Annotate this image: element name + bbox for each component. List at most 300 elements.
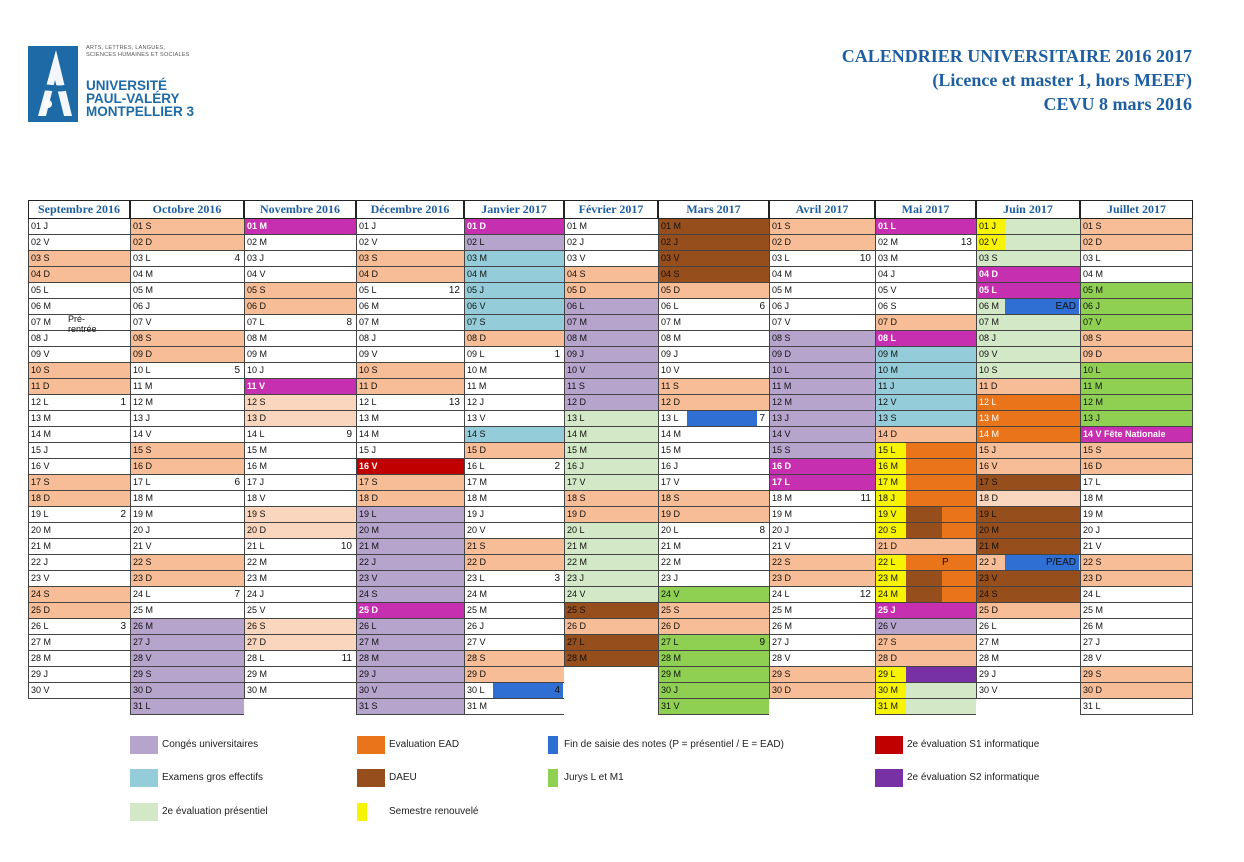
day-label: 11 D [31,381,50,391]
week-number: 1 [554,349,560,360]
day-label: 24 L [133,589,151,599]
day-label: 23 M [247,573,268,583]
day-cell [356,315,464,331]
day-cell [464,571,564,587]
day-label: 21 M [979,541,1000,551]
day-label: 21 S [467,541,486,551]
day-cell [244,331,356,347]
day-label: 06 J [133,301,151,311]
day-label: 18 M [772,493,793,503]
day-label: 11 D [979,381,998,391]
day-label: 11 S [661,381,679,391]
cell-segment [906,459,976,474]
day-label: 11 S [567,381,585,391]
logo-line-1: UNIVERSITÉ [86,78,168,93]
day-cell [28,235,130,251]
day-cell [658,507,769,523]
day-label: 04 J [878,269,896,279]
day-cell [464,491,564,507]
day-label: 03 S [359,253,378,263]
day-label: 15 M [567,445,588,455]
day-label: 16 V [979,461,998,471]
day-label: 06 J [1083,301,1101,311]
day-label: 09 L [467,349,485,359]
day-cell [658,523,769,539]
day-label: 26 M [772,621,793,631]
day-cell [976,475,1080,491]
day-label: 02 L [467,237,485,247]
day-label: 06 L [567,301,585,311]
day-cell [28,491,130,507]
day-cell [130,587,244,603]
day-cell [564,411,658,427]
day-label: 27 J [133,637,151,647]
day-label: 10 S [979,365,998,375]
day-cell [1080,251,1193,267]
month-column[interactable] [769,200,875,695]
day-label: 09 M [878,349,899,359]
week-number: 10 [859,253,871,264]
month-header: Septembre 2016 [28,200,130,219]
day-cell [28,299,130,315]
day-label: 22 J [359,557,377,567]
day-label: 06 M [31,301,52,311]
week-number: 11 [341,653,352,664]
day-cell [244,395,356,411]
day-label: 01 S [133,221,152,231]
day-label: 29 J [359,669,377,679]
day-label: 19 M [1083,509,1104,519]
week-number: 1 [120,397,126,408]
day-cell [130,251,244,267]
day-cell [130,683,244,699]
month-column[interactable] [658,200,769,711]
day-cell [1080,459,1193,475]
day-label: 07 M [359,317,380,327]
legend-label: Congés universitaires [162,739,259,750]
day-label: 05 M [1083,285,1104,295]
day-cell [769,315,875,331]
day-label: 08 M [661,333,682,343]
day-cell [244,267,356,283]
day-cell [769,395,875,411]
day-label: 08 J [979,333,997,343]
day-cell [356,683,464,699]
day-label: 15 J [359,445,377,455]
day-cell [769,667,875,683]
day-cell [564,475,658,491]
day-cell [769,347,875,363]
day-label: 19 M [133,509,154,519]
day-label: 11 D [359,381,378,391]
day-cell [28,411,130,427]
day-cell [356,667,464,683]
day-cell [875,683,976,699]
day-label: 18 M [1083,493,1104,503]
day-cell [1080,411,1193,427]
day-cell [464,667,564,683]
day-cell [244,603,356,619]
day-cell [875,571,976,587]
day-cell [769,539,875,555]
day-label: 23 D [133,573,153,583]
day-cell [244,379,356,395]
day-cell [769,651,875,667]
day-label: 13 M [31,413,52,423]
day-label: 24 S [979,589,998,599]
day-label: 20 M [979,525,1000,535]
day-cell [1080,619,1193,635]
day-label: 17 L [1083,477,1101,487]
day-cell [464,427,564,443]
day-cell [464,619,564,635]
day-label: 14 M [979,429,1000,439]
month-column[interactable] [976,200,1080,695]
day-label: 20 L [567,525,585,535]
day-label: 09 J [567,349,585,359]
day-label: 26 S [247,621,266,631]
day-label: 21 D [878,541,898,551]
day-label: 27 S [878,637,897,647]
day-cell [28,459,130,475]
title-line-1: CALENDRIER UNIVERSITAIRE 2016 2017 [841,46,1192,66]
day-cell [658,299,769,315]
legend-label: Jurys L et M1 [564,772,624,783]
day-label: 24 L [1083,589,1101,599]
day-cell [976,619,1080,635]
day-label: 19 D [661,509,681,519]
day-label: 02 M [247,237,268,247]
day-cell [976,507,1080,523]
day-label: 24 S [31,589,50,599]
month-column[interactable] [464,200,564,711]
day-cell [1080,379,1193,395]
day-label: 14 M [567,429,588,439]
day-cell [244,555,356,571]
week-number: 8 [346,317,352,328]
day-label: 07 S [467,317,486,327]
day-cell [1080,283,1193,299]
week-number: 13 [960,237,972,248]
day-label: 10 V [661,365,680,375]
week-number: 2 [554,461,560,472]
day-cell [564,267,658,283]
week-number: 6 [759,301,765,312]
legend-swatch [357,803,367,821]
day-cell [1080,331,1193,347]
week-number: 4 [554,685,560,696]
day-label: 28 M [567,653,588,663]
day-label: 01 S [772,221,791,231]
day-label: 10 L [133,365,151,375]
day-label: 16 M [247,461,268,471]
day-label: 21 V [133,541,152,551]
month-column[interactable] [244,200,356,695]
day-cell [130,667,244,683]
day-label: 01 J [359,221,377,231]
day-label: 20 V [467,525,486,535]
day-cell [564,603,658,619]
day-label: 25 M [772,605,793,615]
month-column[interactable] [1080,200,1193,711]
day-label: 18 D [31,493,51,503]
day-label: 05 J [467,285,485,295]
day-cell [356,363,464,379]
day-cell [976,363,1080,379]
day-label: 28 V [772,653,791,663]
day-label: 18 V [247,493,266,503]
day-label: 18 S [567,493,586,503]
day-cell [244,491,356,507]
cell-segment [906,667,976,682]
day-label: 24 M [878,589,899,599]
cell-segment [942,587,976,602]
day-label: 23 V [979,573,998,583]
day-cell [244,635,356,651]
day-label: 22 J [979,557,997,567]
day-cell [658,699,769,715]
cell-segment [942,507,976,522]
day-label: 27 L [661,637,679,647]
week-number: 11 [860,493,871,504]
day-cell [769,283,875,299]
legend-label: Evaluation EAD [389,739,460,750]
day-label: 28 V [133,653,152,663]
day-cell [564,443,658,459]
day-label: 13 L [567,413,585,423]
day-cell [244,539,356,555]
day-label: 22 L [878,557,896,567]
day-cell [464,651,564,667]
day-label: 15 D [467,445,487,455]
day-label: 22 J [31,557,49,567]
legend-swatch [130,769,158,787]
month-column[interactable] [875,200,976,711]
day-label: 23 M [878,573,899,583]
logo-mark-icon [28,46,78,122]
day-cell [658,667,769,683]
day-cell [130,363,244,379]
day-cell [1080,683,1193,699]
day-cell [976,315,1080,331]
day-label: 03 M [878,253,899,263]
legend-swatch [357,769,385,787]
day-cell [976,491,1080,507]
month-column[interactable] [356,200,464,711]
day-cell [976,219,1080,235]
day-cell [769,251,875,267]
day-label: 18 D [979,493,999,503]
month-column[interactable] [564,200,658,663]
day-label: 22 M [661,557,682,567]
day-cell [976,683,1080,699]
day-cell [28,507,130,523]
day-label: 31 S [359,701,378,711]
day-cell [875,555,976,571]
day-label: 24 L [772,589,790,599]
day-cell [564,331,658,347]
day-cell [564,427,658,443]
day-cell [356,411,464,427]
day-cell [1080,315,1193,331]
day-cell [464,539,564,555]
day-cell [976,571,1080,587]
day-cell [130,459,244,475]
day-label: 27 J [772,637,790,647]
day-label: 20 D [247,525,267,535]
day-cell [464,411,564,427]
day-label: 28 V [1083,653,1102,663]
day-cell [658,219,769,235]
day-label: 29 M [661,669,682,679]
day-label: 26 L [31,621,49,631]
cell-segment [906,683,976,698]
day-label: 05 V [878,285,897,295]
day-cell [875,667,976,683]
day-label: 29 S [133,669,152,679]
day-label: 29 M [247,669,268,679]
day-cell [658,427,769,443]
day-cell [28,667,130,683]
day-label: 05 M [772,285,793,295]
day-label: 18 M [133,493,154,503]
day-label: 16 M [878,461,899,471]
day-label: 19 J [467,509,485,519]
month-column[interactable] [130,200,244,711]
day-label: 10 S [359,365,378,375]
day-cell [564,299,658,315]
day-label: 15 M [247,445,268,455]
day-cell [1080,491,1193,507]
day-label: 04 V [247,269,266,279]
day-label: 17 V [661,477,680,487]
day-cell [976,251,1080,267]
cell-segment [906,587,942,602]
day-label: 15 S [772,445,791,455]
day-label: 14 D [878,429,898,439]
day-label: 06 J [772,301,790,311]
day-label: 17 L [772,477,791,487]
day-cell [356,299,464,315]
day-cell [658,331,769,347]
day-label: 03 L [772,253,790,263]
day-cell [769,507,875,523]
day-cell [976,603,1080,619]
day-label: 25 M [133,605,154,615]
day-label: 02 J [567,237,585,247]
day-cell [564,539,658,555]
day-cell [658,635,769,651]
day-label: 02 J [661,237,679,247]
day-label: 30 D [133,685,153,695]
week-number: 12 [859,589,871,600]
day-label: 19 L [979,509,997,519]
day-label: 12 L [31,397,49,407]
day-label: 11 M [1083,381,1103,391]
day-label: 13 M [979,413,1000,423]
day-label: 26 M [1083,621,1104,631]
legend-label: Fin de saisie des notes (P = présentiel / E = EAD) [564,739,784,750]
day-cell [1080,363,1193,379]
day-label: 11 M [133,381,153,391]
day-cell [976,331,1080,347]
day-cell [769,219,875,235]
week-number: 3 [554,573,560,584]
day-cell [875,507,976,523]
day-cell [464,507,564,523]
day-label: 04 M [133,269,154,279]
day-cell [464,587,564,603]
day-label: 28 L [247,653,265,663]
day-label: 03 V [567,253,586,263]
day-cell [356,603,464,619]
day-label: 07 D [878,317,898,327]
day-label: 12 S [247,397,266,407]
day-cell [130,427,244,443]
day-label: 20 J [772,525,790,535]
day-cell [464,635,564,651]
day-cell [769,235,875,251]
day-label: 25 S [661,605,680,615]
day-cell [564,571,658,587]
day-cell [875,251,976,267]
day-cell [28,379,130,395]
day-cell [658,315,769,331]
day-cell [564,379,658,395]
day-cell [976,267,1080,283]
day-label: 13 M [359,413,380,423]
day-cell [244,299,356,315]
cell-segment [942,571,976,586]
day-cell [244,651,356,667]
day-label: 30 V [31,685,50,695]
day-cell [28,475,130,491]
legend-swatch [130,736,158,754]
day-cell [769,683,875,699]
day-label: 20 L [661,525,679,535]
day-label: 28 D [878,653,898,663]
day-label: 19 L [359,509,377,519]
day-cell [875,267,976,283]
legend-swatch [875,736,903,754]
day-cell [976,283,1080,299]
day-label: 25 M [467,605,488,615]
day-cell [356,283,464,299]
day-cell [658,347,769,363]
day-cell [769,267,875,283]
day-cell [464,379,564,395]
day-cell [130,635,244,651]
day-label: 06 S [878,301,897,311]
day-cell [1080,651,1193,667]
day-cell [564,635,658,651]
day-cell [1080,427,1193,443]
day-cell [28,603,130,619]
day-label: 06 M [359,301,380,311]
day-cell [1080,219,1193,235]
day-cell [564,491,658,507]
day-cell [28,587,130,603]
day-label: 25 V [247,605,266,615]
day-cell [244,507,356,523]
day-label: 29 J [31,669,49,679]
day-label: 09 M [247,349,268,359]
day-cell [564,651,658,667]
day-cell [658,459,769,475]
day-label: 10 M [467,365,488,375]
status-mark: P/EAD [1045,557,1076,568]
day-label: 20 J [1083,525,1101,535]
